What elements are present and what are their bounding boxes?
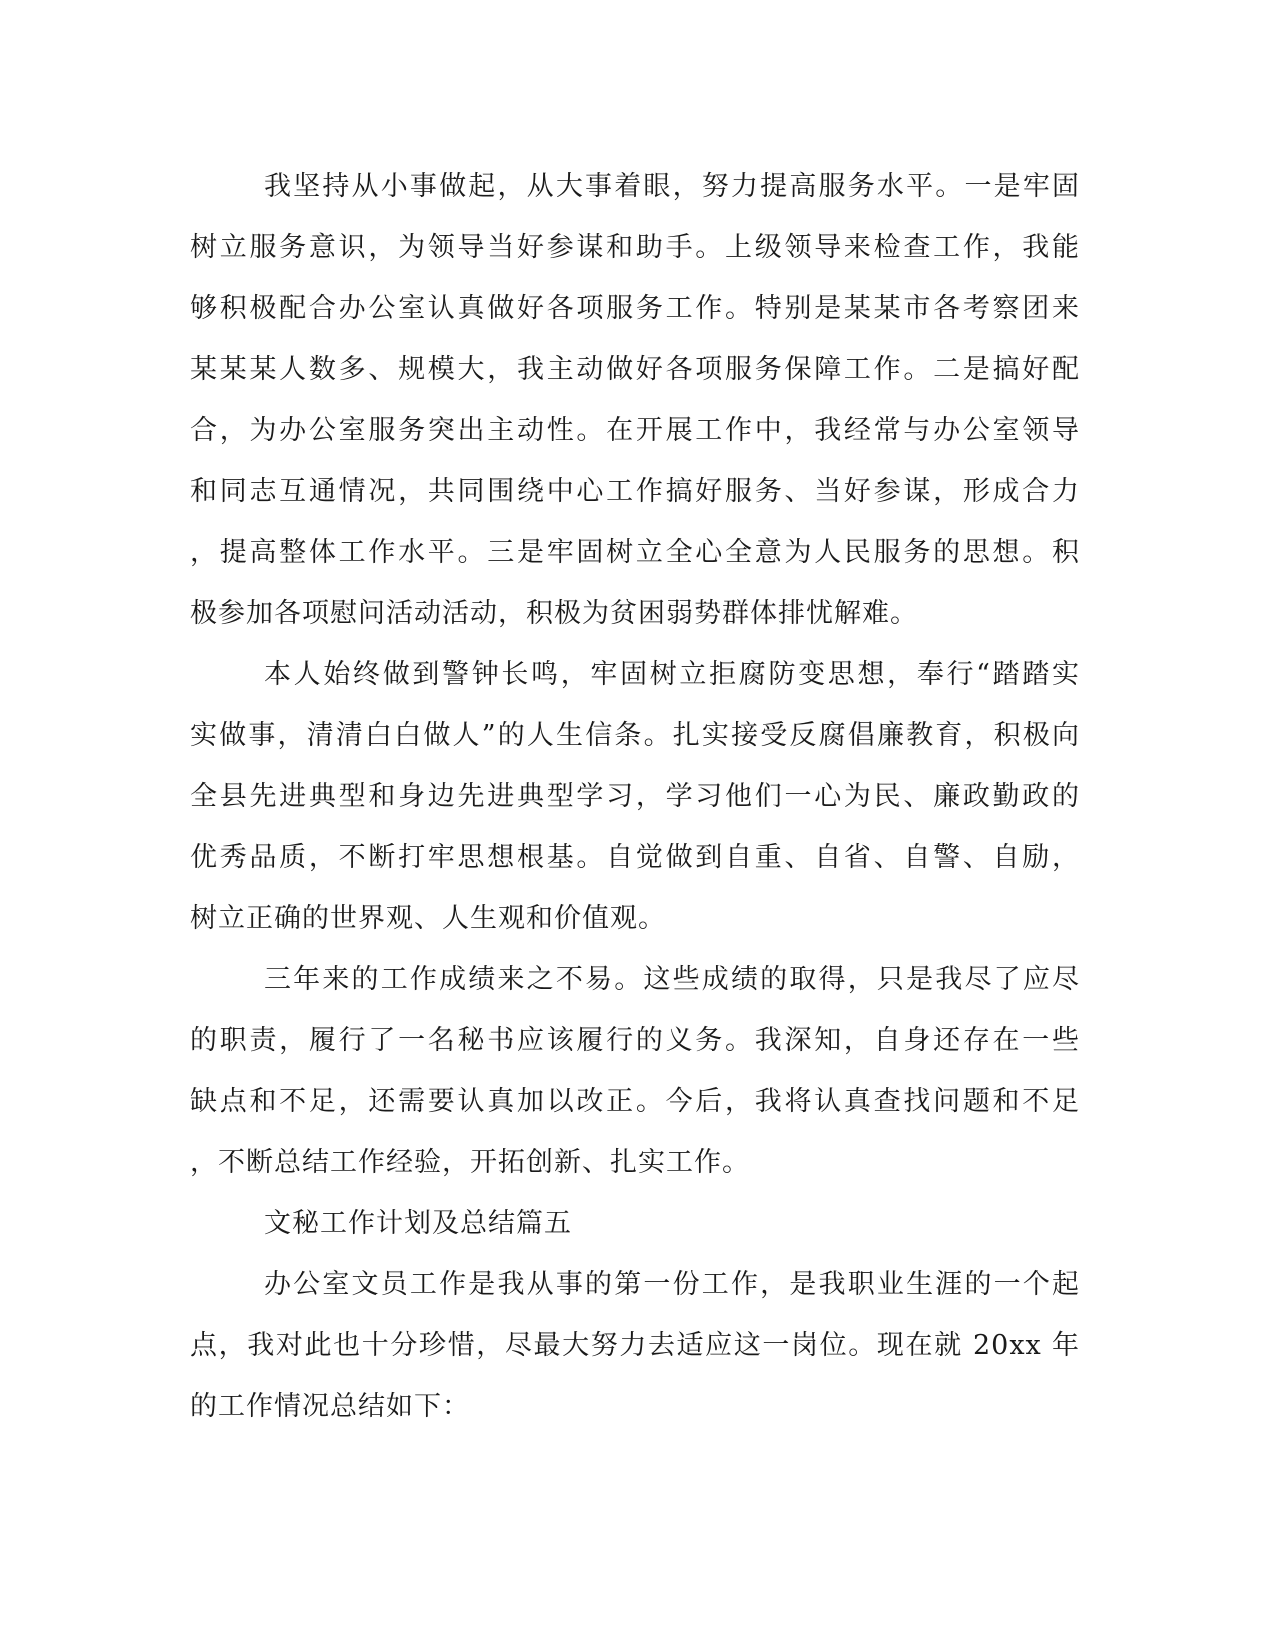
section-title: 文秘工作计划及总结篇五 bbox=[264, 1208, 572, 1239]
document-body bbox=[190, 156, 1080, 1437]
text-line: 极参加各项慰问活动活动，积极为贫困弱势群体排忧解难。 bbox=[190, 598, 918, 629]
text-line: 的工作情况总结如下： bbox=[190, 1391, 470, 1422]
text-line: 某某某人数多、规模大，我主动做好各项服务保障工作。二是搞好配 bbox=[190, 354, 1080, 385]
paragraph-integrity bbox=[190, 644, 1080, 949]
text-line: 办公室文员工作是我从事的第一份工作，是我职业生涯的一个起 bbox=[264, 1269, 1080, 1300]
text-line: 和同志互通情况，共同围绕中心工作搞好服务、当好参谋，形成合力 bbox=[190, 476, 1080, 507]
section-heading bbox=[190, 1193, 1080, 1254]
text-line: 我坚持从小事做起，从大事着眼，努力提高服务水平。一是牢固 bbox=[264, 171, 1080, 202]
paragraph-clerk-intro bbox=[190, 1254, 1080, 1437]
text-line: 树立服务意识，为领导当好参谋和助手。上级领导来检查工作，我能 bbox=[190, 232, 1080, 263]
text-line: 实做事，清清白白做人”的人生信条。扎实接受反腐倡廉教育，积极向 bbox=[190, 720, 1080, 751]
text-line: ，提高整体工作水平。三是牢固树立全心全意为人民服务的思想。积 bbox=[190, 537, 1080, 568]
text-line: 够积极配合办公室认真做好各项服务工作。特别是某某市各考察团来 bbox=[190, 293, 1080, 324]
text-line: ，不断总结工作经验，开拓创新、扎实工作。 bbox=[190, 1147, 750, 1178]
text-line: 本人始终做到警钟长鸣，牢固树立拒腐防变思想，奉行“踏踏实 bbox=[264, 659, 1080, 690]
paragraph-service bbox=[190, 156, 1080, 644]
text-line: 合，为办公室服务突出主动性。在开展工作中，我经常与办公室领导 bbox=[190, 415, 1080, 446]
text-line: 树立正确的世界观、人生观和价值观。 bbox=[190, 903, 666, 934]
text-line: 点，我对此也十分珍惜，尽最大努力去适应这一岗位。现在就 20xx 年 bbox=[190, 1330, 1080, 1361]
paragraph-summary bbox=[190, 949, 1080, 1193]
text-line: 三年来的工作成绩来之不易。这些成绩的取得，只是我尽了应尽 bbox=[264, 964, 1080, 995]
text-line: 缺点和不足，还需要认真加以改正。今后，我将认真查找问题和不足 bbox=[190, 1086, 1080, 1117]
text-line: 的职责，履行了一名秘书应该履行的义务。我深知，自身还存在一些 bbox=[190, 1025, 1080, 1056]
text-line: 全县先进典型和身边先进典型学习，学习他们一心为民、廉政勤政的 bbox=[190, 781, 1080, 812]
text-line: 优秀品质，不断打牢思想根基。自觉做到自重、自省、自警、自励， bbox=[190, 842, 1080, 873]
